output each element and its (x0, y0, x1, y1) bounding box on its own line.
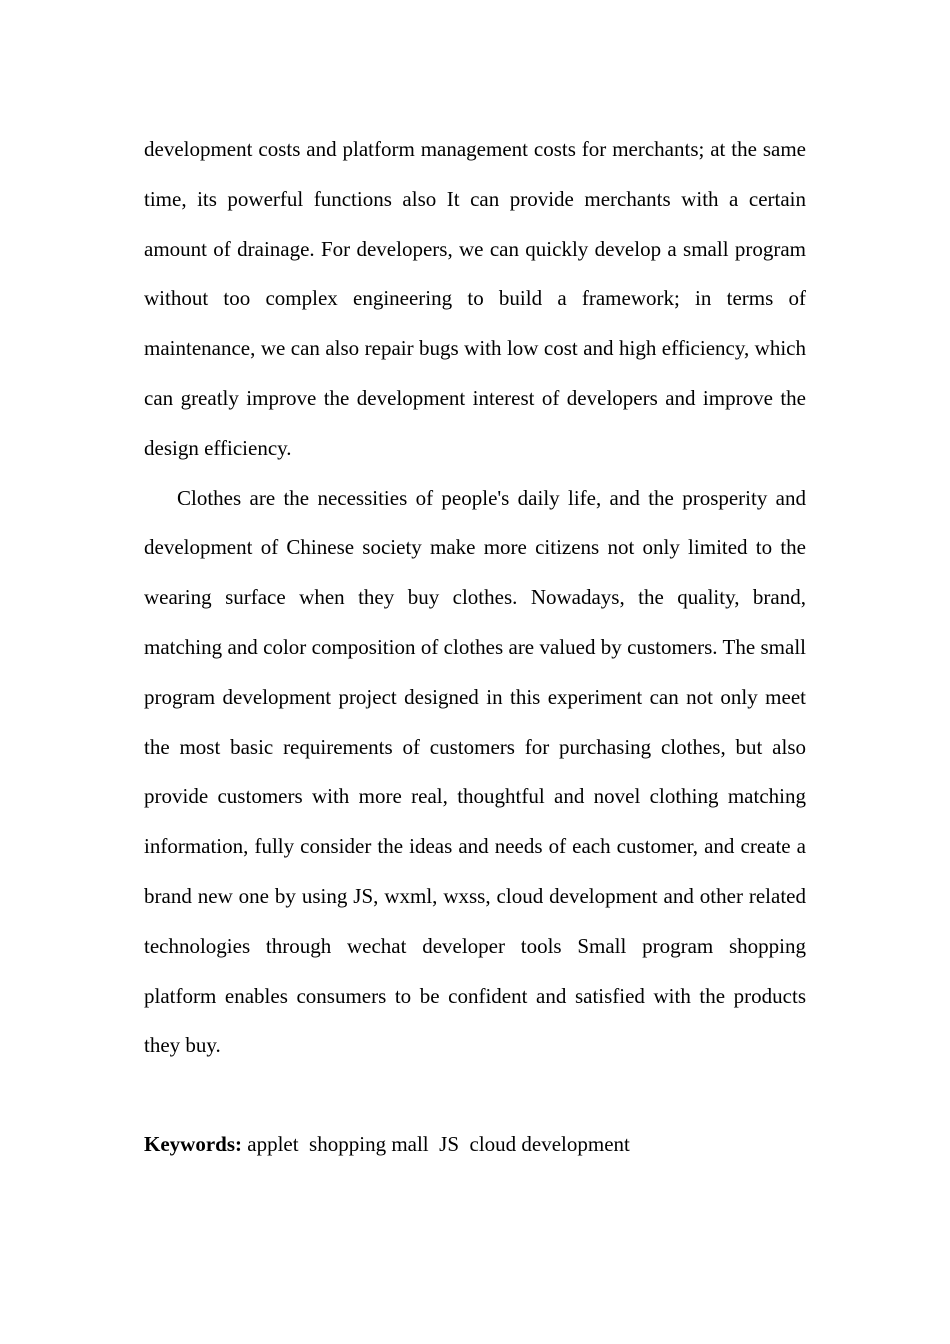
abstract-body (144, 125, 806, 1071)
keywords-text: applet shopping mall JS cloud development (242, 1132, 630, 1156)
keywords-line (144, 1120, 806, 1170)
abstract-paragraph-2: Clothes are the necessities of people's daily life, and the prosperity and development of Chinese society make more citizens not only limited to the wearing surface when they buy clothes. Nowadays, the quality, brand, matching and color composition of clothes are valued by customers. The small program development project designed in this experiment can not only meet the most basic requirements of customers for purchasing clothes, but also provide customers with more real, thoughtful and novel clothing matching information, fully consider the ideas and needs of each customer, and create a brand new one by using JS, wxml, wxss, cloud development and other related technologies through wechat developer tools Small program shopping platform enables consumers to be confident and satisfied with the products they buy. (144, 485, 806, 1058)
keywords-label: Keywords: (144, 1132, 242, 1156)
abstract-paragraph-1: development costs and platform management costs for merchants; at the same time, its powerful functions also It can provide merchants with a certain amount of drainage. For developers, we can quickly develop a small program without too complex engineering to build a framework; in terms of maintenance, we can also repair bugs with low cost and high efficiency, which can greatly improve the development interest of developers and improve the design efficiency. (144, 137, 806, 460)
